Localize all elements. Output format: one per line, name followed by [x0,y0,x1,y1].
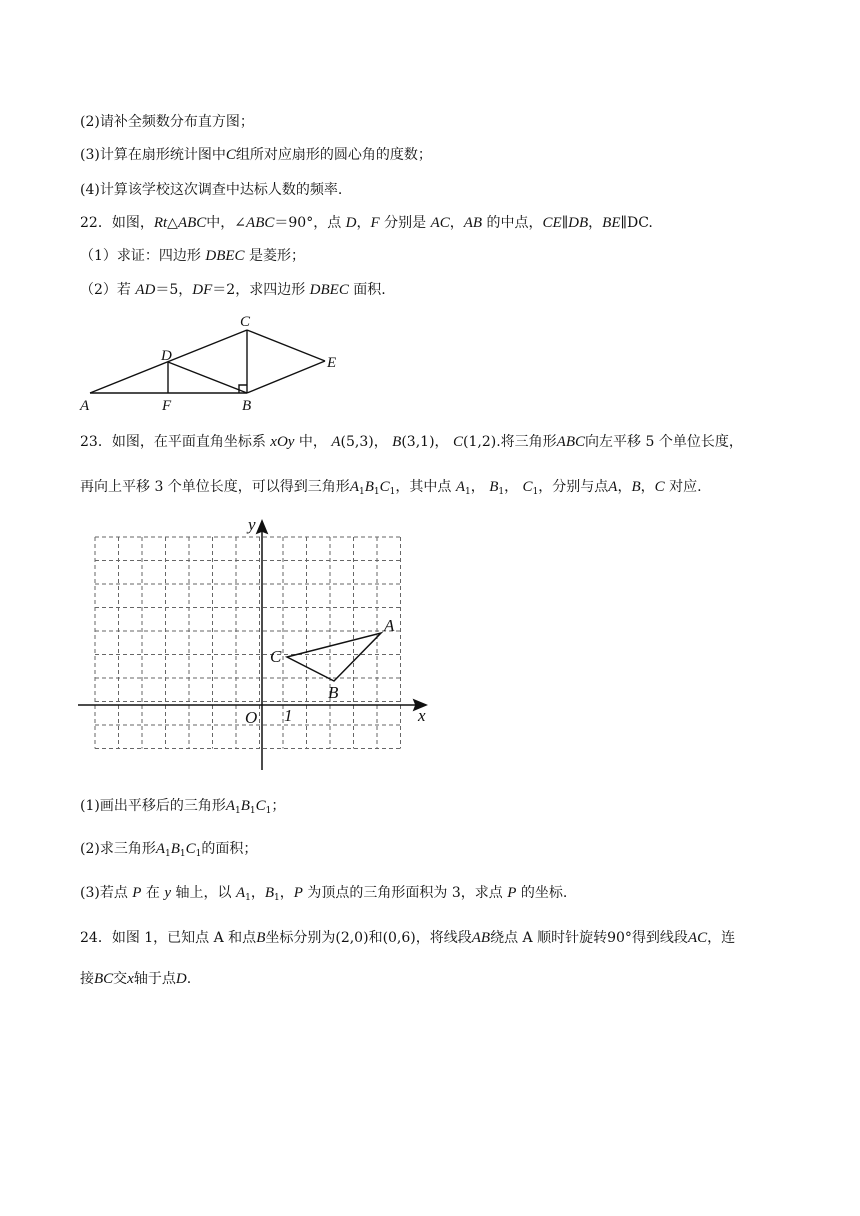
segment-db [168,362,247,393]
label-c: C [240,314,251,330]
rhombus-figure [76,310,346,414]
q21-part2: (2)请补全频数分布直方图； [80,114,254,130]
y-axis-arrow [257,521,267,533]
label-a: A [80,398,90,414]
point-label-b: B [328,683,339,702]
label-e: E [327,355,337,371]
q21-part3: (3)计算在扇形统计图中C组所对应扇形的圆心角的度数； [80,147,432,163]
q22-part1: （1）求证：四边形 DBEC 是菱形； [80,248,305,264]
label-d: D [161,348,172,364]
q23-part1: (1)画出平移后的三角形$A_1B_1C_1$； [80,798,286,816]
q23-stem-line2: 再向上平移 3 个单位长度，可以得到三角形$A_1B_1C_1$，其中点 $A_1$， $B_1$， $C_1$，分别与点A，B，C 对应. [80,479,702,497]
label-b: B [242,398,252,414]
segment-ce [247,330,325,361]
axis-label-y: y [248,515,256,534]
point-label-a: A [384,616,395,635]
triangle-abc [287,633,381,681]
axis-label-x: x [418,706,426,725]
origin-label: O [245,708,258,727]
q23-part2: (2)求三角形$A_1B_1C_1$的面积； [80,841,258,859]
q22-part2: （2）若 AD＝5，DF＝2，求四边形 DBEC 面积. [80,282,386,298]
label-f: F [162,398,172,414]
q22-stem: 22．如图，Rt△ABC中，∠ABC＝90°，点 D，F 分别是 AC，AB 的中点，CE∥DB，BE∥DC. [80,215,653,231]
q21-part4: (4)计算该学校这次调查中达标人数的频率. [80,182,343,198]
q24-stem-line2: 接BC交x轴于点D. [80,971,192,987]
q23-stem-line1: 23．如图，在平面直角坐标系 xOy 中， A(5,3)， B(3,1)， C(1,2).将三角形ABC向左平移 5 个单位长度， [80,434,743,450]
tick-label-one: 1 [284,706,293,725]
q23-part3: (3)若点 P 在 y 轴上，以 $A_1$，$B_1$，P 为顶点的三角形面积为 3，求点 P 的坐标. [80,885,568,903]
point-label-c: C [270,647,282,666]
segment-be [247,361,325,393]
q24-stem-line1: 24．如图 1，已知点 A 和点B坐标分别为(2,0)和(0,6)，将线段AB绕点 A 顺时针旋转90°得到线段AC，连 [80,930,736,946]
coordinate-grid-figure [74,510,434,775]
